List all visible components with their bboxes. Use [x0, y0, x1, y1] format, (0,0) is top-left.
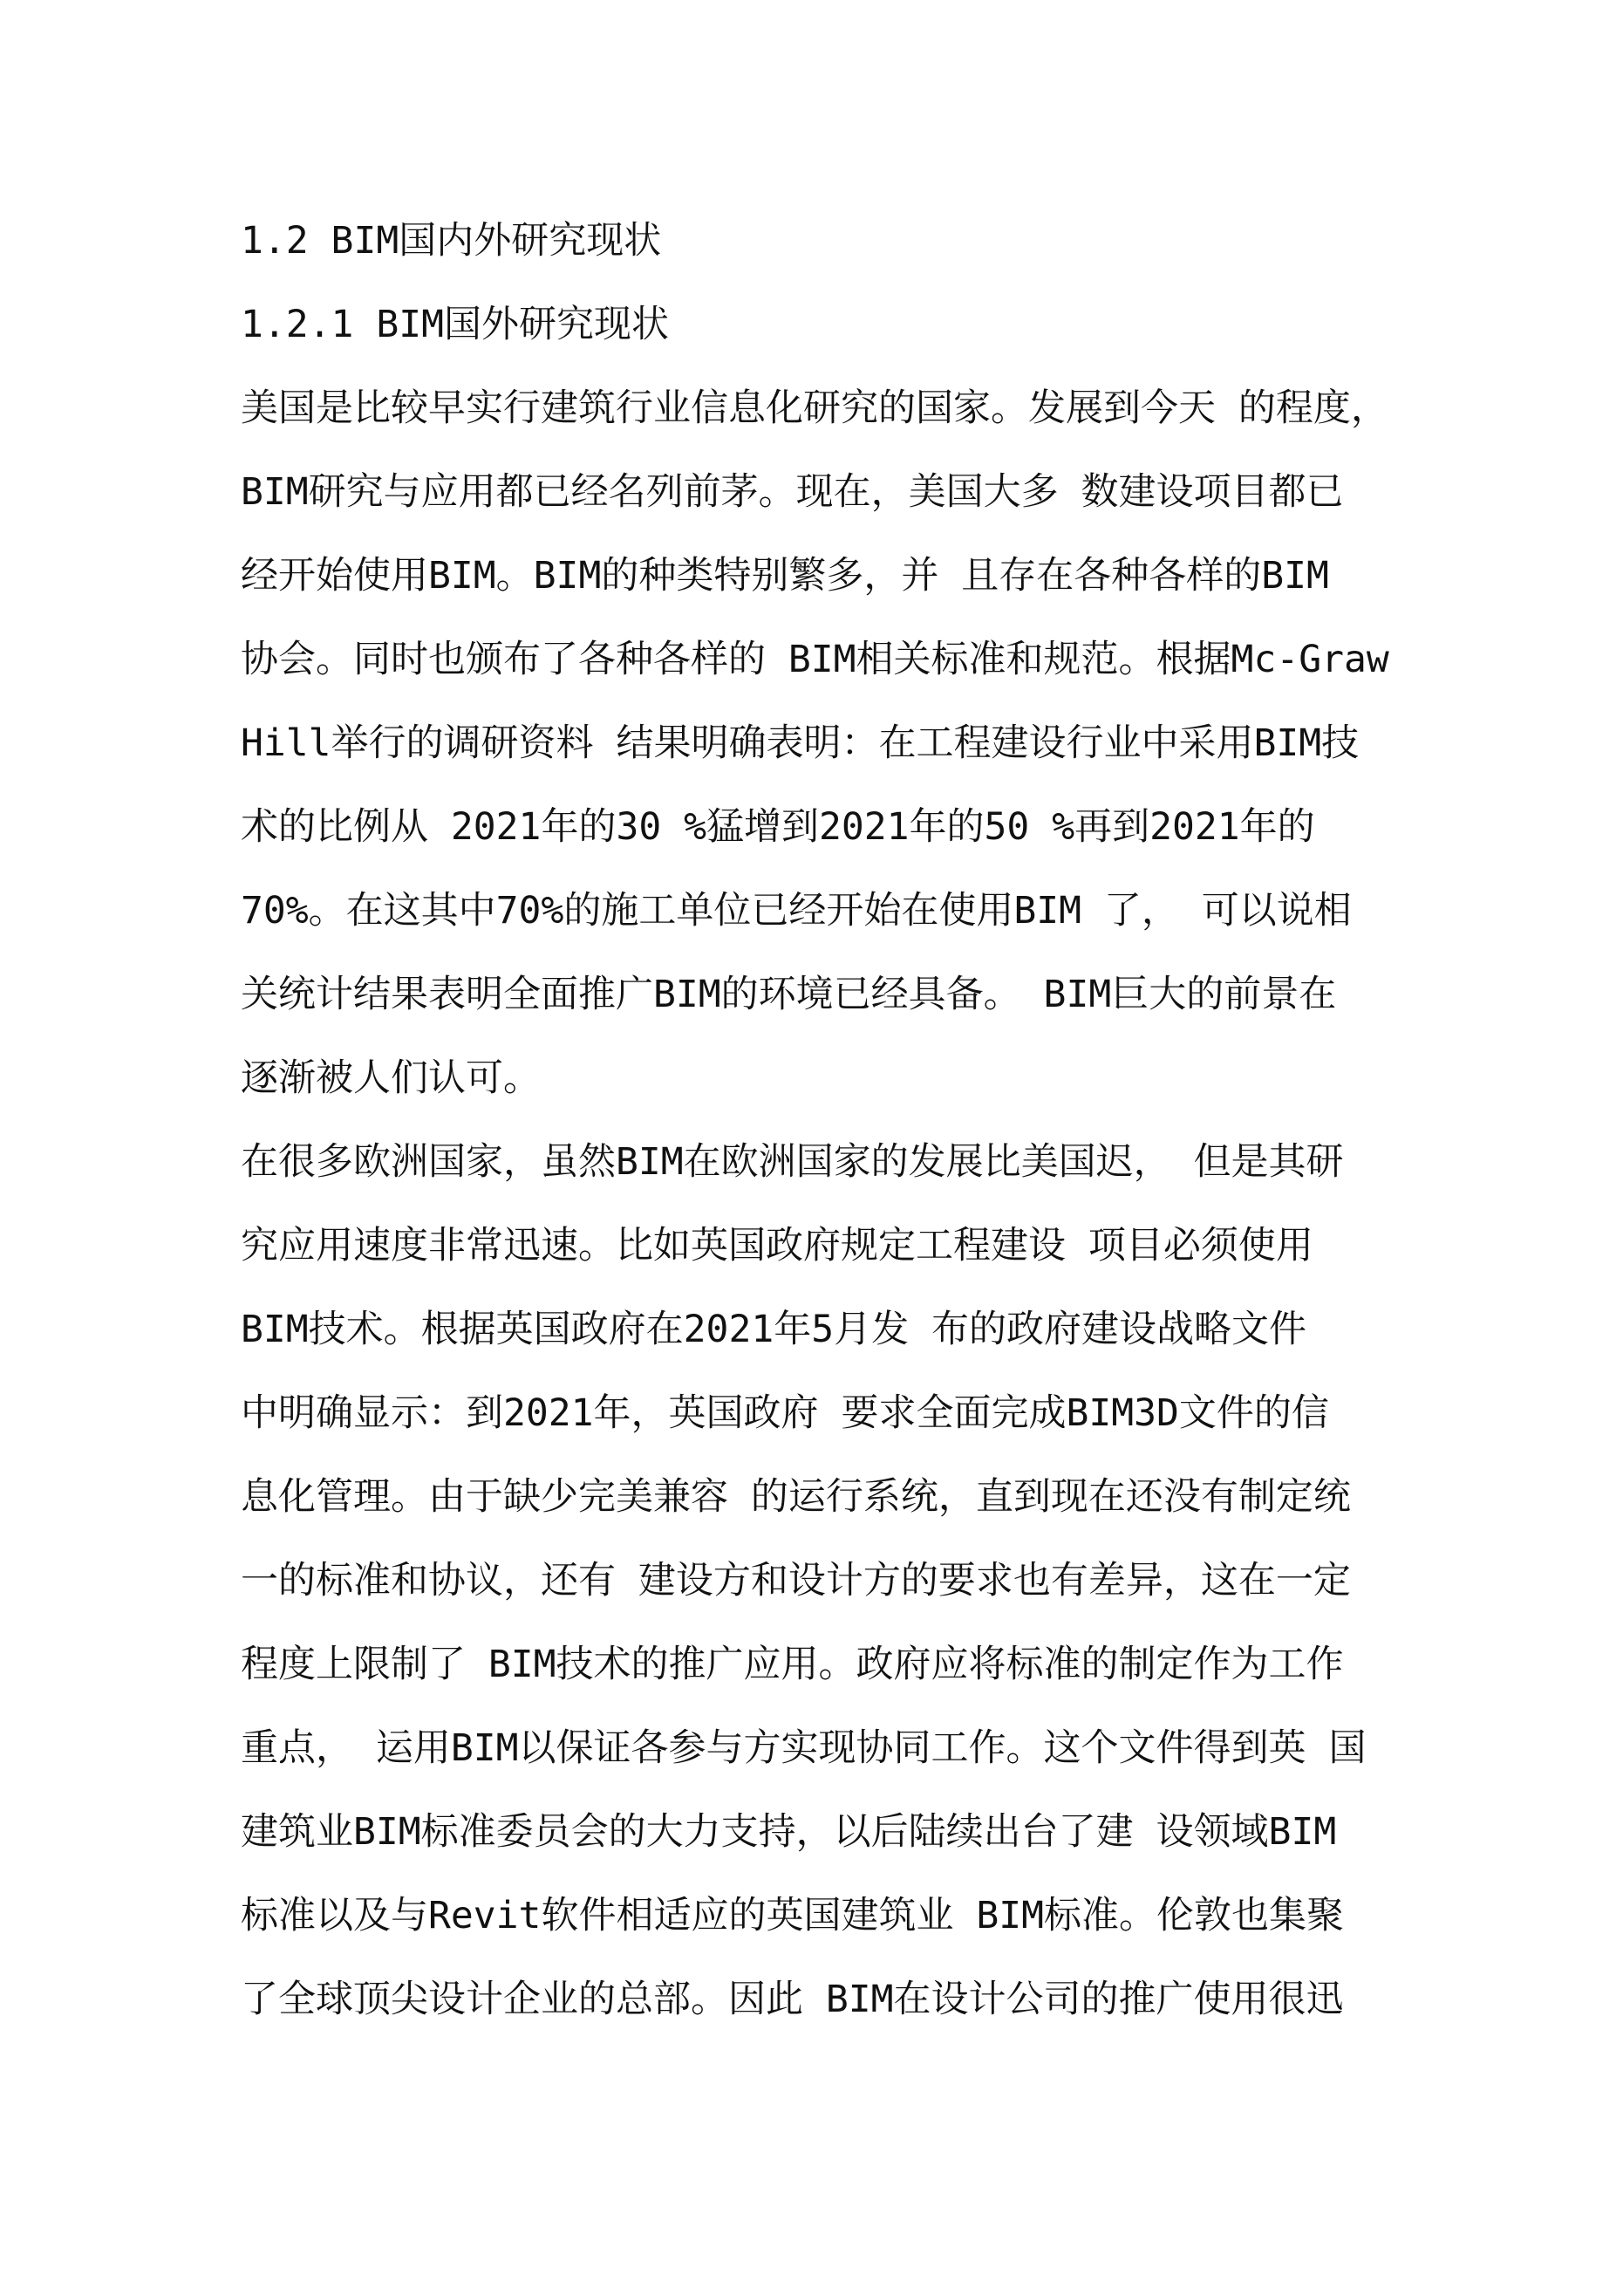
subsection-heading: 1.2.1 BIM国外研究现状 — [241, 303, 669, 346]
paragraph-line: 标准以及与Revit软件相适应的英国建筑业 BIM标准。伦敦也集聚 — [241, 1894, 1344, 1937]
paragraph-us-research — [241, 366, 1409, 1120]
paragraph-line: 关统计结果表明全面推广BIM的环境已经具备。 BIM巨大的前景在 — [241, 973, 1337, 1016]
section-heading: 1.2 BIM国内外研究现状 — [241, 219, 662, 263]
paragraph-line: 了全球顶尖设计企业的总部。因此 BIM在设计公司的推广使用很迅 — [241, 1978, 1344, 2021]
paragraph-line: 究应用速度非常迅速。比如英国政府规定工程建设 项目必须使用 — [241, 1224, 1313, 1268]
document-body — [241, 199, 1409, 2041]
paragraph-line: 术的比例从 2021年的30 %猛增到2021年的50 %再到2021年的 — [241, 805, 1315, 849]
paragraph-line: 一的标准和协议，还有 建设方和设计方的要求也有差异，这在一定 — [241, 1559, 1351, 1602]
paragraph-europe-research — [241, 1120, 1409, 2041]
paragraph-line: 经开始使用BIM。BIM的种类特别繁多，并 且存在各种各样的BIM — [241, 554, 1329, 598]
paragraph-line: 程度上限制了 BIM技术的推广应用。政府应将标准的制定作为工作 — [241, 1643, 1344, 1686]
paragraph-line: 在很多欧洲国家，虽然BIM在欧洲国家的发展比美国迟， 但是其研 — [241, 1140, 1344, 1184]
paragraph-line: 逐渐被人们认可。 — [241, 1056, 541, 1100]
paragraph-line: 美国是比较早实行建筑行业信息化研究的国家。发展到今天 的程度， — [241, 386, 1388, 430]
paragraph-line: 重点， 运用BIM以保证各参与方实现协同工作。这个文件得到英 国 — [241, 1726, 1367, 1770]
paragraph-line: 中明确显示：到2021年，英国政府 要求全面完成BIM3D文件的信 — [241, 1391, 1329, 1435]
paragraph-line: 建筑业BIM标准委员会的大力支持，以后陆续出台了建 设领域BIM — [241, 1810, 1337, 1854]
paragraph-line: BIM技术。根据英国政府在2021年5月发 布的政府建设战略文件 — [241, 1308, 1306, 1351]
paragraph-line: 息化管理。由于缺少完美兼容 的运行系统，直到现在还没有制定统 — [241, 1475, 1351, 1519]
paragraph-line: 协会。同时也颁布了各种各样的 BIM相关标准和规范。根据Mc-Graw — [241, 638, 1389, 681]
paragraph-line: BIM研究与应用都已经名列前茅。现在，美国大多 数建设项目都已 — [241, 470, 1344, 514]
paragraph-line: Hill举行的调研资料 结果明确表明：在工程建设行业中采用BIM技 — [241, 721, 1360, 765]
paragraph-line: 70%。在这其中70%的施工单位已经开始在使用BIM 了， 可以说相 — [241, 889, 1352, 933]
